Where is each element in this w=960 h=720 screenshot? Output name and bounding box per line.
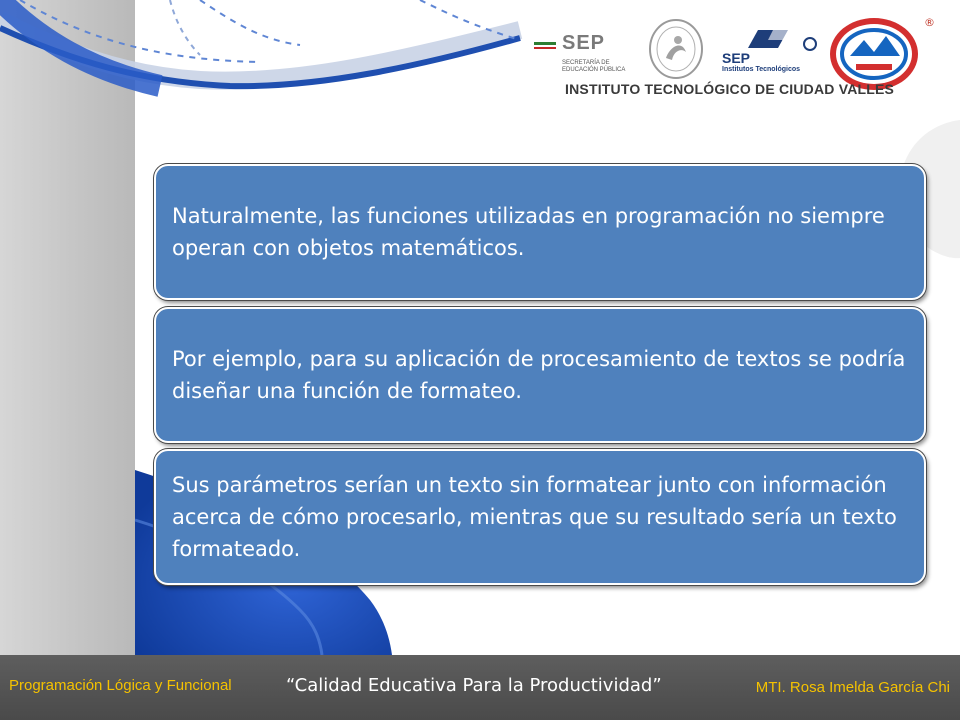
sep-logo: [532, 30, 632, 88]
mexico-seal-icon: [648, 18, 704, 80]
tec-emblem-icon: [718, 26, 822, 52]
content-box-1-text: Naturalmente, las funciones utilizadas en programación no siempre operan con objetos matemáticos.: [172, 204, 885, 260]
tec-logo-subtitle: Institutos Tecnológicos: [722, 66, 801, 73]
sep-logo-subtitle: SECRETARÍA DE EDUCACIÓN PÚBLICA: [562, 60, 626, 73]
footer-slogan: “Calidad Educativa Para la Productividad”: [286, 675, 662, 696]
header-logos: [520, 12, 960, 112]
footer-author: MTI. Rosa Imelda García Chi: [755, 679, 950, 696]
sep-logo-text: SEP: [562, 32, 606, 54]
registered-mark: ®: [924, 16, 935, 29]
content-box-2-text: Por ejemplo, para su aplicación de procesamiento de textos se podría diseñar una función de formateo.: [172, 347, 906, 403]
sep-flag-icon: [532, 30, 560, 70]
content-box-1: [154, 164, 926, 300]
content-box-2: [154, 307, 926, 443]
tec-logo-text: SEP: [722, 50, 751, 66]
footer-course-name: Programación Lógica y Funcional: [9, 677, 232, 694]
footer-bar: [0, 655, 960, 720]
content-box-3: [154, 449, 926, 585]
institute-name: INSTITUTO TECNOLÓGICO DE CIUDAD VALLES: [565, 81, 895, 97]
content-box-3-text: Sus parámetros serían un texto sin formatear junto con información acerca de cómo procesarlo, mientras que su resultado sería un texto formateado.: [172, 473, 897, 561]
tec-logo: [718, 26, 822, 82]
